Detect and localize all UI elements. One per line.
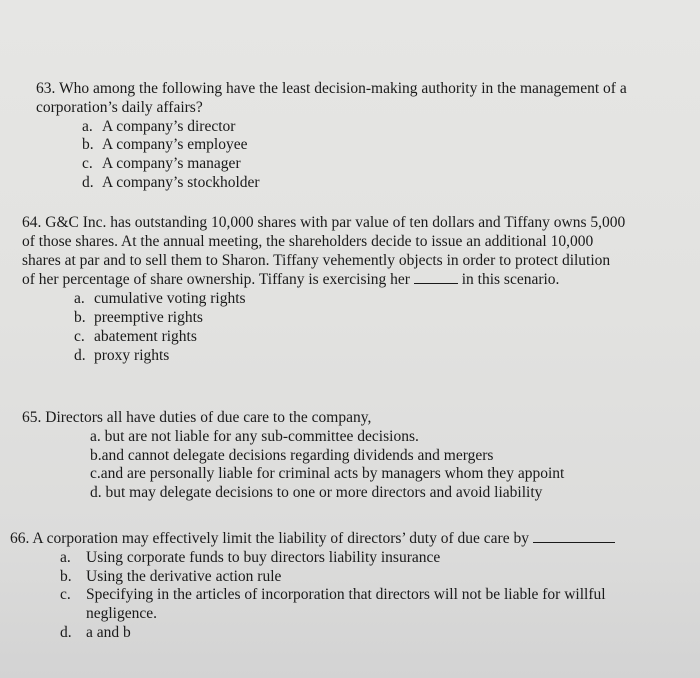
- option-d: d. a and b: [60, 623, 131, 641]
- option-b: b.and cannot delegate decisions regarding dividends and mergers: [90, 446, 494, 464]
- question-66: [10, 529, 615, 643]
- option-c-continuation: negligence.: [86, 605, 158, 623]
- question-stem-line: shares at par and to sell them to Sharon. Tiffany vehemently objects in order to protect dilution: [22, 251, 611, 269]
- question-stem-line: of those shares. At the annual meeting, the shareholders decide to issue an additional 10,000: [22, 232, 594, 250]
- option-b: b. Using the derivative action rule: [60, 567, 282, 585]
- question-63: [36, 80, 627, 193]
- option-d: d. A company’s stockholder: [82, 173, 260, 191]
- option-c: c. Specifying in the articles of incorporation that directors will not be liable for willful: [60, 586, 606, 604]
- question-stem-line: corporation’s daily affairs?: [36, 98, 203, 116]
- option-b: b. preemptive rights: [74, 308, 203, 326]
- option-c: c. A company’s manager: [82, 155, 241, 173]
- option-a: a. Using corporate funds to buy directors liability insurance: [60, 548, 441, 566]
- option-d: d. but may delegate decisions to one or more directors and avoid liability: [90, 484, 543, 502]
- question-stem-line: 66. A corporation may effectively limit the liability of directors’ duty of due care by: [10, 529, 615, 549]
- answer-blank: [414, 270, 458, 284]
- question-stem-line: of her percentage of share ownership. Tiffany is exercising her in this scenario.: [22, 271, 560, 289]
- question-stem-line: 63. Who among the following have the least decision-making authority in the management of a: [36, 80, 627, 97]
- option-a: a. cumulative voting rights: [74, 290, 246, 308]
- option-c: c.and are personally liable for criminal acts by managers whom they appoint: [90, 465, 565, 483]
- question-65: [22, 409, 564, 503]
- option-a: a. but are not liable for any sub-committee decisions.: [90, 427, 419, 445]
- answer-blank: [533, 529, 615, 543]
- option-a: a. A company’s director: [82, 117, 236, 135]
- option-b: b. A company’s employee: [82, 136, 248, 154]
- option-d: d. proxy rights: [74, 346, 170, 364]
- question-stem-line: 65. Directors all have duties of due care to the company,: [22, 409, 372, 426]
- question-64: [22, 214, 625, 365]
- question-stem-line: 64. G&C Inc. has outstanding 10,000 shares with par value of ten dollars and Tiffany owns 5,000: [22, 214, 626, 231]
- option-c: c. abatement rights: [74, 327, 197, 345]
